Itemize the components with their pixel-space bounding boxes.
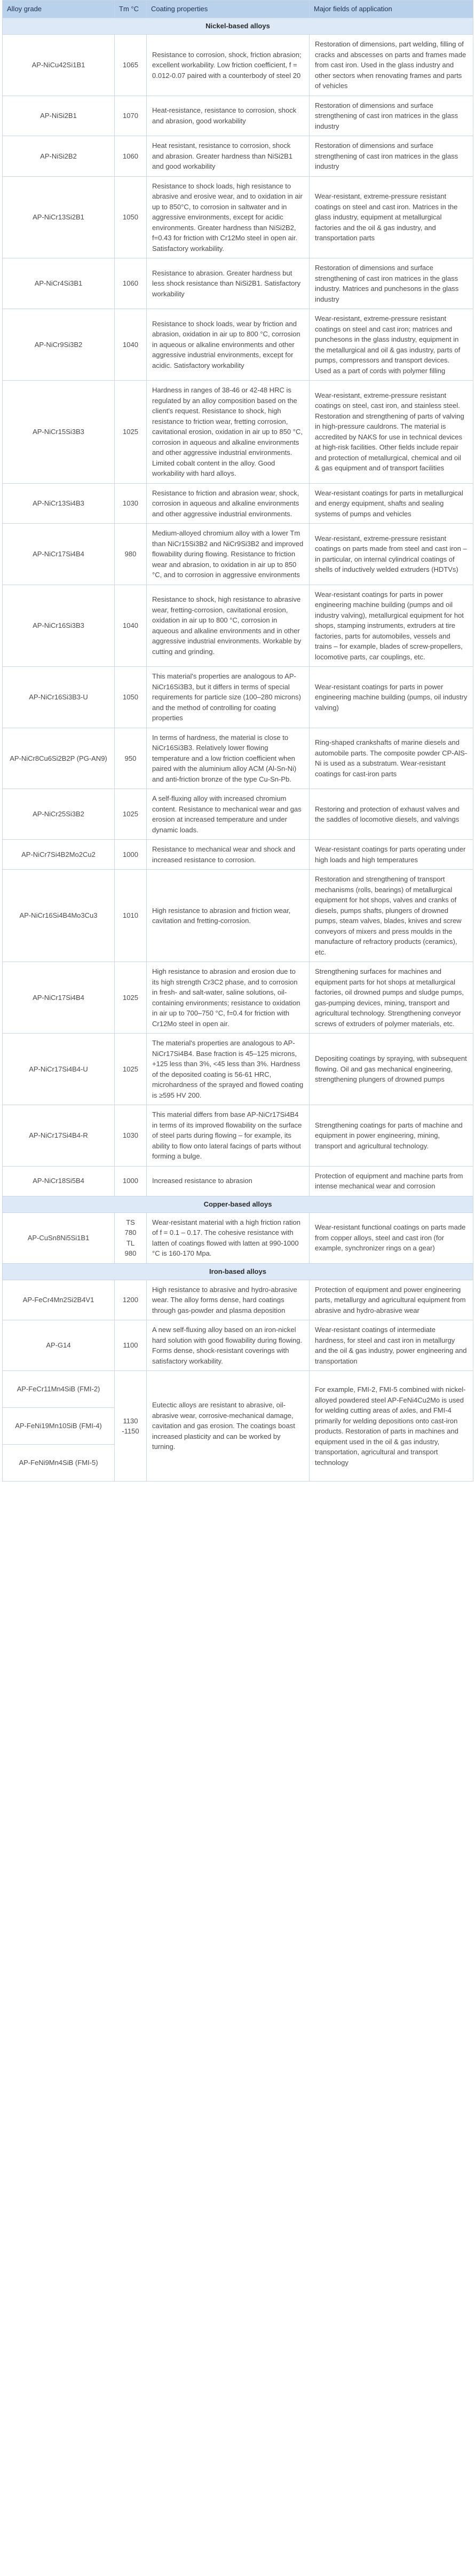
alloy-grade-cell: AP-NiCr13Si2B1: [3, 176, 115, 258]
section-row: [3, 18, 473, 35]
table-row: [3, 1166, 473, 1196]
application-fields-cell: For example, FMI-2, FMI-5 combined with nickel-alloyed powdered steel AP-FeNi4Cu2Mo is used for welding cutting areas of axles, and FMI-4 primarily for welding depositions onto cast-iron products. Restoration of parts in machines and equipment used in the oil & gas industry, transportation, agricultural and transport technology: [310, 1371, 473, 1482]
table-header-row: [3, 1, 473, 18]
alloy-table: [2, 0, 473, 1482]
alloy-grade-cell: AP-NiCu42Si1B1: [3, 35, 115, 96]
alloy-grade-cell: AP-NiCr17Si4B4: [3, 524, 115, 585]
melting-temp-cell: 1000: [115, 840, 147, 870]
melting-temp-cell: 1200: [115, 1280, 147, 1320]
application-fields-cell: Restoration of dimensions and surface strengthening of cast iron matrices in the glass industry. Matrices and punchesons in the glass industry: [310, 258, 473, 309]
alloy-grade-cell: AP-NiCr16Si3B3-U: [3, 667, 115, 728]
coating-properties-cell: Wear-resistant material with a high friction ration of f = 0.1 – 0.17. The cohesive resistance with latten of coatings flowed with latten at 990-1000 °С is 160-170 Mpa.: [147, 1212, 310, 1263]
melting-temp-cell: 1050: [115, 667, 147, 728]
alloy-grade-cell: AP-NiCr4Si3B1: [3, 258, 115, 309]
melting-temp-cell: 1000: [115, 1166, 147, 1196]
alloy-grade-cell: AP-NiCr17Si4B4: [3, 962, 115, 1034]
alloy-grade-cell: AP-NiCr13Si4B3: [3, 483, 115, 524]
application-fields-cell: Protection of equipment and power engineering parts, metallurgy and agricultural equipment from abrasive and hydro-abrasive wear: [310, 1280, 473, 1320]
alloy-grade-cell: AP-G14: [3, 1320, 115, 1371]
coating-properties-cell: Resistance to corrosion, shock, friction abrasion; excellent workability. Low friction coefficient, f = 0.012-0.07 paired with a counterbody of steel 20: [147, 35, 310, 96]
alloy-grade-cell: AP-NiCr8Cu6Si2B2P (PG-AN9): [3, 728, 115, 789]
coating-properties-cell: Resistance to abrasion. Greater hardness but less shock resistance than NiSi2B1. Satisfactory workability: [147, 258, 310, 309]
table-row: [3, 1371, 473, 1408]
table-row: [3, 667, 473, 728]
coating-properties-cell: Medium-alloyed chromium alloy with a lower Tm than NiCr15Si3B2 and NiCr9Si3B2 and improved flowability during flowing. Resistance to friction wear and abrasion, to oxidation in air up to 850 °C, and to corrosion in aggressive environments: [147, 524, 310, 585]
alloy-grade-cell: AP-NiCr16Si3B3: [3, 585, 115, 667]
coating-properties-cell: High resistance to abrasive and hydro-abrasive wear. The alloy forms dense, hard coatings through gas-powder and plasma deposition: [147, 1280, 310, 1320]
header-melting-temperature: Tm °С: [115, 1, 147, 18]
table-row: [3, 789, 473, 840]
application-fields-cell: Restoration of dimensions and surface strengthening of cast iron matrices in the glass industry: [310, 96, 473, 136]
melting-temp-cell: 1100: [115, 1320, 147, 1371]
table-row: [3, 524, 473, 585]
coating-properties-cell: Increased resistance to abrasion: [147, 1166, 310, 1196]
alloy-grade-cell: AP-NiCr15Si3B3: [3, 381, 115, 484]
table-row: [3, 1320, 473, 1371]
melting-temp-cell: 1025: [115, 1034, 147, 1105]
table-row: [3, 96, 473, 136]
alloy-grade-cell: AP-NiSi2B1: [3, 96, 115, 136]
header-coating-properties: Coating properties: [147, 1, 310, 18]
table-body: [3, 18, 473, 1482]
table-row: [3, 136, 473, 177]
melting-temp-line: TS 780: [124, 1218, 137, 1236]
alloy-grade-cell: AP-FeCr11Mn4SiB (FMI-2): [3, 1371, 115, 1408]
alloy-grade-cell: AP-FeNi19Mn10SiB (FMI-4): [3, 1408, 115, 1445]
application-fields-cell: Depositing coatings by spraying, with subsequent flowing. Oil and gas mechanical engineering, strengthening plungers of drowned pumps: [310, 1034, 473, 1105]
melting-temp-cell: 950: [115, 728, 147, 789]
table-row: [3, 309, 473, 381]
coating-properties-cell: The material's properties are analogous to AP-NiCr17Si4B4. Base fraction is 45–125 microns, +125 less than 3%, <45 less than 3%. Hardness of the deposited coating is 56-61 HRC, microhardness of the sprayed and flowed coating is ≥595 HV 200.: [147, 1034, 310, 1105]
coating-properties-cell: Heat resistant, resistance to corrosion, shock and abrasion. Greater hardness than NiSi2B1 and good workability: [147, 136, 310, 177]
application-fields-cell: Protection of equipment and machine parts from intense mechanical wear and corrosion: [310, 1166, 473, 1196]
coating-properties-cell: Resistance to friction and abrasion wear, shock, corrosion in aqueous and alkaline environments and other aggressive industrial environments.: [147, 483, 310, 524]
table-row: [3, 728, 473, 789]
coating-properties-cell: High resistance to abrasion and friction wear, cavitation and fretting-corrosion.: [147, 870, 310, 962]
coating-properties-cell: This material's properties are analogous to AP-NiCr16Si3B3, but it differs in terms of special requirements for particle size (100–280 microns) and the method of controlling for coating properties: [147, 667, 310, 728]
melting-temp-cell: 1060: [115, 136, 147, 177]
coating-properties-cell: A self-fluxing alloy with increased chromium content. Resistance to mechanical wear and gas erosion at increased temperature and under dynamic loads.: [147, 789, 310, 840]
application-fields-cell: Strengthening coatings for parts of machine and equipment in power engineering, mining, transport and agricultural technology.: [310, 1105, 473, 1167]
coating-properties-cell: A new self-fluxing alloy based on an iron-nickel hard solution with good flowability during flowing. Forms dense, shock-resistant coverings with satisfactory workability.: [147, 1320, 310, 1371]
application-fields-cell: Wear-resistant coatings for parts operating under high loads and high temperatures: [310, 840, 473, 870]
coating-properties-cell: High resistance to abrasion and erosion due to its high strength Cr3C2 phase, and to corrosion in fresh- and salt-water, saline solutions, oil-containing environments; resistance to oxidation in air up to 700–750 °C, f=0.4 for friction with Cr12Mo steel in open air.: [147, 962, 310, 1034]
coating-properties-cell: This material differs from base AP-NiCr17Si4B4 in terms of its improved flowability on the surface of steel parts during flowing – for example, its ability to flow onto lateral facings of parts without forming a bulge.: [147, 1105, 310, 1167]
application-fields-cell: Restoration and strengthening of transport mechanisms (rolls, bearings) of metallurgical equipment for hot shops, valves and cranks of diesels, pumps shafts, plungers of drowned pumps, steam valves, blades, knives and screw conveyors of mixers and press moulds in the manufacture of refractory products (ceramics), etc.: [310, 870, 473, 962]
melting-temp-cell: 1025: [115, 381, 147, 484]
table-row: [3, 870, 473, 962]
melting-temp-cell: 1030: [115, 1105, 147, 1167]
melting-temp-cell: 1070: [115, 96, 147, 136]
table-row: [3, 483, 473, 524]
melting-temp-cell: 1060: [115, 258, 147, 309]
alloy-grade-cell: AP-NiCr17Si4B4-R: [3, 1105, 115, 1167]
melting-temp-cell: 1065: [115, 35, 147, 96]
table-row: [3, 1034, 473, 1105]
application-fields-cell: Wear-resistant coatings for parts in power engineering machine building (pumps and oil industry valving), metallurgical equipment for hot shops, stamping instruments, extruders at tire factories, parts for automobiles, vessels and trains – for example, blades of screw-propellers, locomotive parts, car couplings, etc.: [310, 585, 473, 667]
alloy-table-container: [2, 0, 473, 1482]
table-row: [3, 381, 473, 484]
application-fields-cell: Restoring and protection of exhaust valves and the saddles of locomotive diesels, and valvings: [310, 789, 473, 840]
application-fields-cell: Wear-resistant coatings for parts in metallurgical and energy equipment, shafts and sealing systems of pumps and vehicles: [310, 483, 473, 524]
application-fields-cell: Wear-resistant, extreme-pressure resistant coatings on steel and cast iron; matrices and punchesons in the glass industry, equipment in the metallurgical and oil & gas industry, parts of pumps, compressors and transport devices. Used as a part of cords with polymer filling: [310, 309, 473, 381]
application-fields-cell: Wear-resistant functional coatings on parts made from copper alloys, steel and cast iron (for example, synchronizer rings on a gear): [310, 1212, 473, 1263]
melting-temp-cell: 1040: [115, 309, 147, 381]
melting-temp-cell: 1030: [115, 483, 147, 524]
section-row: [3, 1196, 473, 1212]
application-fields-cell: Wear-resistant, extreme-pressure resistant coatings on parts made from steel and cast iron – in particular, on internal cylindrical coatings of shells of inductively welded extruders (HDTVs): [310, 524, 473, 585]
table-row: [3, 840, 473, 870]
coating-properties-cell: Hardness in ranges of 38-46 or 42-48 HRC is regulated by an alloy composition based on the client's request. Resistance to shock, high resistance to friction wear, fretting corrosion, cavitational erosion, oxidation in air up to 850 °C, corrosion in aqueous and alkaline environments and other aggressive industrial environments. Limited cobalt content in the alloy. Good workability with hard alloys.: [147, 381, 310, 484]
alloy-grade-cell: AP-FeNi9Mn4SiB (FMI-5): [3, 1445, 115, 1482]
section-title: Nickel-based alloys: [3, 18, 473, 35]
melting-temp-cell: 1040: [115, 585, 147, 667]
application-fields-cell: Ring-shaped crankshafts of marine diesels and automobile parts. The composite powder CP-AlS-Ni is used as a substratum. Wear-resistant coatings for cast-iron parts: [310, 728, 473, 789]
application-fields-cell: Restoration of dimensions, part welding, filling of cracks and abscesses on parts and frames made from cast iron. Used in the glass industry and other sectors when renovating frames and parts of vehicles: [310, 35, 473, 96]
table-row: [3, 962, 473, 1034]
coating-properties-cell: Eutectic alloys are resistant to abrasive, oil-abrasive wear, corrosive-mechanical damage, cavitation and gas erosion. The coatings boast increased plasticity and can be worked by turning.: [147, 1371, 310, 1482]
melting-temp-cell: [115, 1212, 147, 1263]
melting-temp-cell: 1025: [115, 789, 147, 840]
coating-properties-cell: Heat-resistance, resistance to corrosion, shock and abrasion, good workability: [147, 96, 310, 136]
table-row: [3, 585, 473, 667]
alloy-grade-cell: AP-NiCr18Si5B4: [3, 1166, 115, 1196]
table-row: [3, 258, 473, 309]
table-row: [3, 35, 473, 96]
alloy-grade-cell: AP-NiSi2B2: [3, 136, 115, 177]
table-row: [3, 1105, 473, 1167]
table-row: [3, 1212, 473, 1263]
melting-temp-cell: 1050: [115, 176, 147, 258]
header-alloy-grade: Alloy grade: [3, 1, 115, 18]
alloy-grade-cell: AP-FeCr4Mn2Si2B4V1: [3, 1280, 115, 1320]
melting-temp-cell: 1025: [115, 962, 147, 1034]
application-fields-cell: Restoration of dimensions and surface strengthening of cast iron matrices in the glass industry: [310, 136, 473, 177]
header-application-fields: Major fields of application: [310, 1, 473, 18]
table-row: [3, 1280, 473, 1320]
melting-temp-cell: 1010: [115, 870, 147, 962]
melting-temp-line: TL 980: [124, 1239, 137, 1257]
alloy-grade-cell: AP-NiCr9Si3B2: [3, 309, 115, 381]
application-fields-cell: Wear-resistant, extreme-pressure resistant coatings on steel, cast iron, and stainless steel. Restoration and strengthening of parts of valving in high-pressure cauldrons. The material is accredited by NAKS for use in technical devices at high-risk facilities. Other fields include repair and protection of metallurgical, chemical and oil & gas equipment and of transport facilities: [310, 381, 473, 484]
application-fields-cell: Wear-resistant coatings for parts in power engineering machine building (pumps, oil industry valving): [310, 667, 473, 728]
coating-properties-cell: Resistance to shock, high resistance to abrasive wear, fretting-corrosion, cavitational erosion, oxidation in air up to 800 °C, corrosion in aqueous and alkaline environments and in other aggressive industrial environments. Workable by cutting and grinding.: [147, 585, 310, 667]
alloy-grade-cell: AP-CuSn8Ni5Si1B1: [3, 1212, 115, 1263]
melting-temp-cell: 1130 -1150: [115, 1371, 147, 1482]
table-row: [3, 176, 473, 258]
section-row: [3, 1263, 473, 1280]
coating-properties-cell: Resistance to mechanical wear and shock and increased resistance to corrosion.: [147, 840, 310, 870]
coating-properties-cell: In terms of hardness, the material is close to NiCr16Si3B3. Relatively lower flowing temperature and a low friction coefficient when paired with the aluminium alloy ACM (Al-Sn-Ni) and anti-friction bronze of the type Cu-Sn-Pb.: [147, 728, 310, 789]
alloy-grade-cell: AP-NiCr7Si4B2Mo2Cu2: [3, 840, 115, 870]
coating-properties-cell: Resistance to shock loads, wear by friction and abrasion, oxidation in air up to 800 °C, corrosion in aqueous or alkaline environments and other aggressive industrial environments, except for acidic. Satisfactory workability: [147, 309, 310, 381]
alloy-grade-cell: AP-NiCr25Si3B2: [3, 789, 115, 840]
alloy-grade-cell: AP-NiCr17Si4B4-U: [3, 1034, 115, 1105]
section-title: Copper-based alloys: [3, 1196, 473, 1212]
melting-temp-cell: 980: [115, 524, 147, 585]
coating-properties-cell: Resistance to shock loads, high resistance to abrasive and erosive wear, and to oxidation in air up to 850°C, to corrosion in saltwater and in aggressive environments, except for acidic environments. Greater hardness than NiSi2B2, f=0.43 for friction with Cr12Mo steel in open air. Satisfactory workability.: [147, 176, 310, 258]
section-title: Iron-based alloys: [3, 1263, 473, 1280]
application-fields-cell: Strengthening surfaces for machines and equipment parts for hot shops at metallurgical factories, oil drowned pumps and sludge pumps, gas-pumping devices, mining, transport and agricultural technology. Strengthening conveyor screws of extruders of polymer materials, etc.: [310, 962, 473, 1034]
alloy-grade-cell: AP-NiCr16Si4B4Mo3Cu3: [3, 870, 115, 962]
application-fields-cell: Wear-resistant coatings of intermediate hardness, for steel and cast iron in metallurgy and the oil & gas industry, power engineering and transportation: [310, 1320, 473, 1371]
application-fields-cell: Wear-resistant, extreme-pressure resistant coatings on steel and cast iron. Matrices in the glass industry, equipment at metallurgical factories and the oil & gas industry, and transportation parts: [310, 176, 473, 258]
